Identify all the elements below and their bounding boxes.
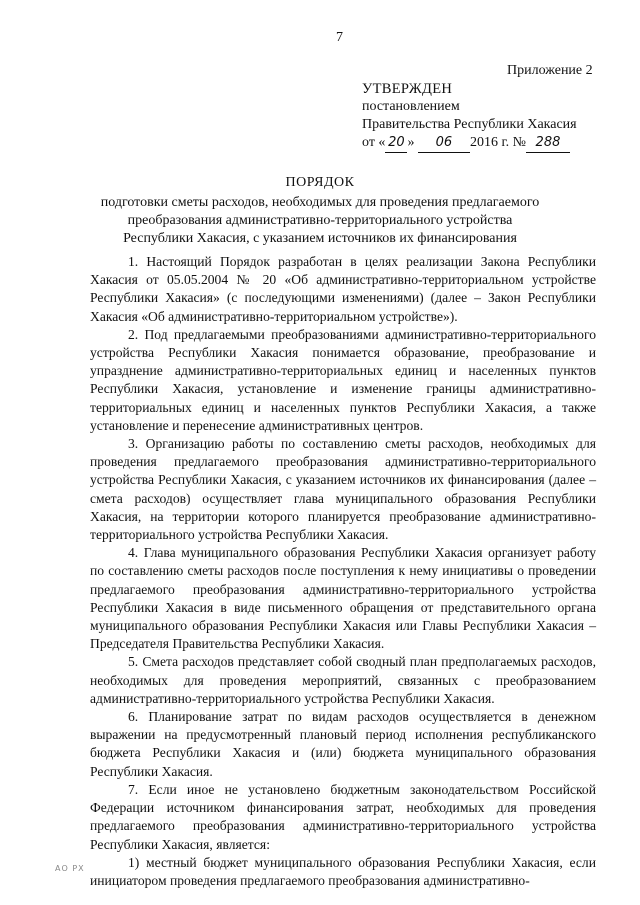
document-body (90, 253, 596, 890)
date-mid: » (407, 135, 415, 150)
approval-block (362, 80, 577, 153)
date-prefix: от « (362, 135, 386, 150)
page-number: 7 (336, 30, 343, 45)
footer-stamp: АО РХ (55, 864, 85, 873)
paragraph-1: 1. Настоящий Порядок разработан в целях реализации Закона Республики Хакасия от 05.05.2004 № 20 «Об административно-территориальном устройстве Республики Хакасия» (с последующими изменениями) (далее – Закон Республики Хакасия «Об административно-территориальном устройстве»). (90, 254, 596, 324)
approval-line-2: Правительства Республики Хакасия (362, 117, 577, 132)
approval-line-1: постановлением (362, 99, 460, 114)
title-subtitle-1: подготовки сметы расходов, необходимых для проведения предлагаемого (100, 195, 540, 210)
title-subtitle-3: Республики Хакасия, с указанием источников их финансирования (123, 231, 517, 246)
paragraph-3: 3. Организацию работы по составлению сметы расходов, необходимых для проведения предлагаемого преобразования административно-территориального устройства Республики Хакасия, с указанием источников их финансирования (далее – смета расходов) осуществляет глава муниципального образования Республики Хакасия, на территории которого планируется преобразование административно-территориального устройства Республики Хакасия. (90, 436, 596, 543)
paragraph-2: 2. Под предлагаемыми преобразованиями административно-территориального устройства Республики Хакасия понимается образование, преобразование и упразднение административно-территориальных единиц и населенных пунктов Республики Хакасия, установление и изменение границы административно-территориальных единиц и населенных пунктов Республики Хакасия, а также установление и перенесение административных центров. (90, 326, 596, 433)
paragraph-5: 5. Смета расходов представляет собой сводный план предполагаемых расходов, необходимых для проведения мероприятий, связанных с преобразованием административно-территориального устройства Республики Хакасия. (90, 654, 596, 706)
paragraph-7: 7. Если иное не установлено бюджетным законодательством Российской Федерации источником финансирования затрат, необходимых для проведения предлагаемого преобразования административно-территориального устройства Республики Хакасия, является: (90, 781, 596, 852)
paragraph-4: 4. Глава муниципального образования Республики Хакасия организует работу по составлению сметы расходов после поступления к нему инициативы о проведении предлагаемого преобразования административно-территориального устройства Республики Хакасия в виде письменного обращения от представительного органа муниципального образования Республики Хакасия или Главы Республики Хакасия – Председателя Правительства Республики Хакасия. (90, 545, 596, 652)
paragraph-6: 6. Планирование затрат по видам расходов осуществляется в денежном выражении на предусмотренный плановый период исполнения республиканского бюджета Республики Хакасия и (или) бюджета муниципального образования Республики Хакасия. (90, 709, 596, 779)
date-year: 2016 г. № (469, 135, 526, 150)
handwritten-number: 288 (526, 134, 570, 153)
title-subtitle-2: преобразования административно-территориального устройства (127, 213, 513, 228)
document-title (0, 174, 640, 248)
handwritten-day: 20 (385, 134, 407, 153)
handwritten-month: 06 (418, 134, 470, 153)
appendix-label: Приложение 2 (507, 63, 593, 78)
approval-heading: УТВЕРЖДЕН (362, 81, 453, 97)
paragraph-8: 1) местный бюджет муниципального образования Республики Хакасия, если инициатором проведения предлагаемого преобразования административно- (90, 854, 596, 888)
approval-date-line (362, 134, 577, 153)
title-main: ПОРЯДОК (285, 175, 355, 190)
